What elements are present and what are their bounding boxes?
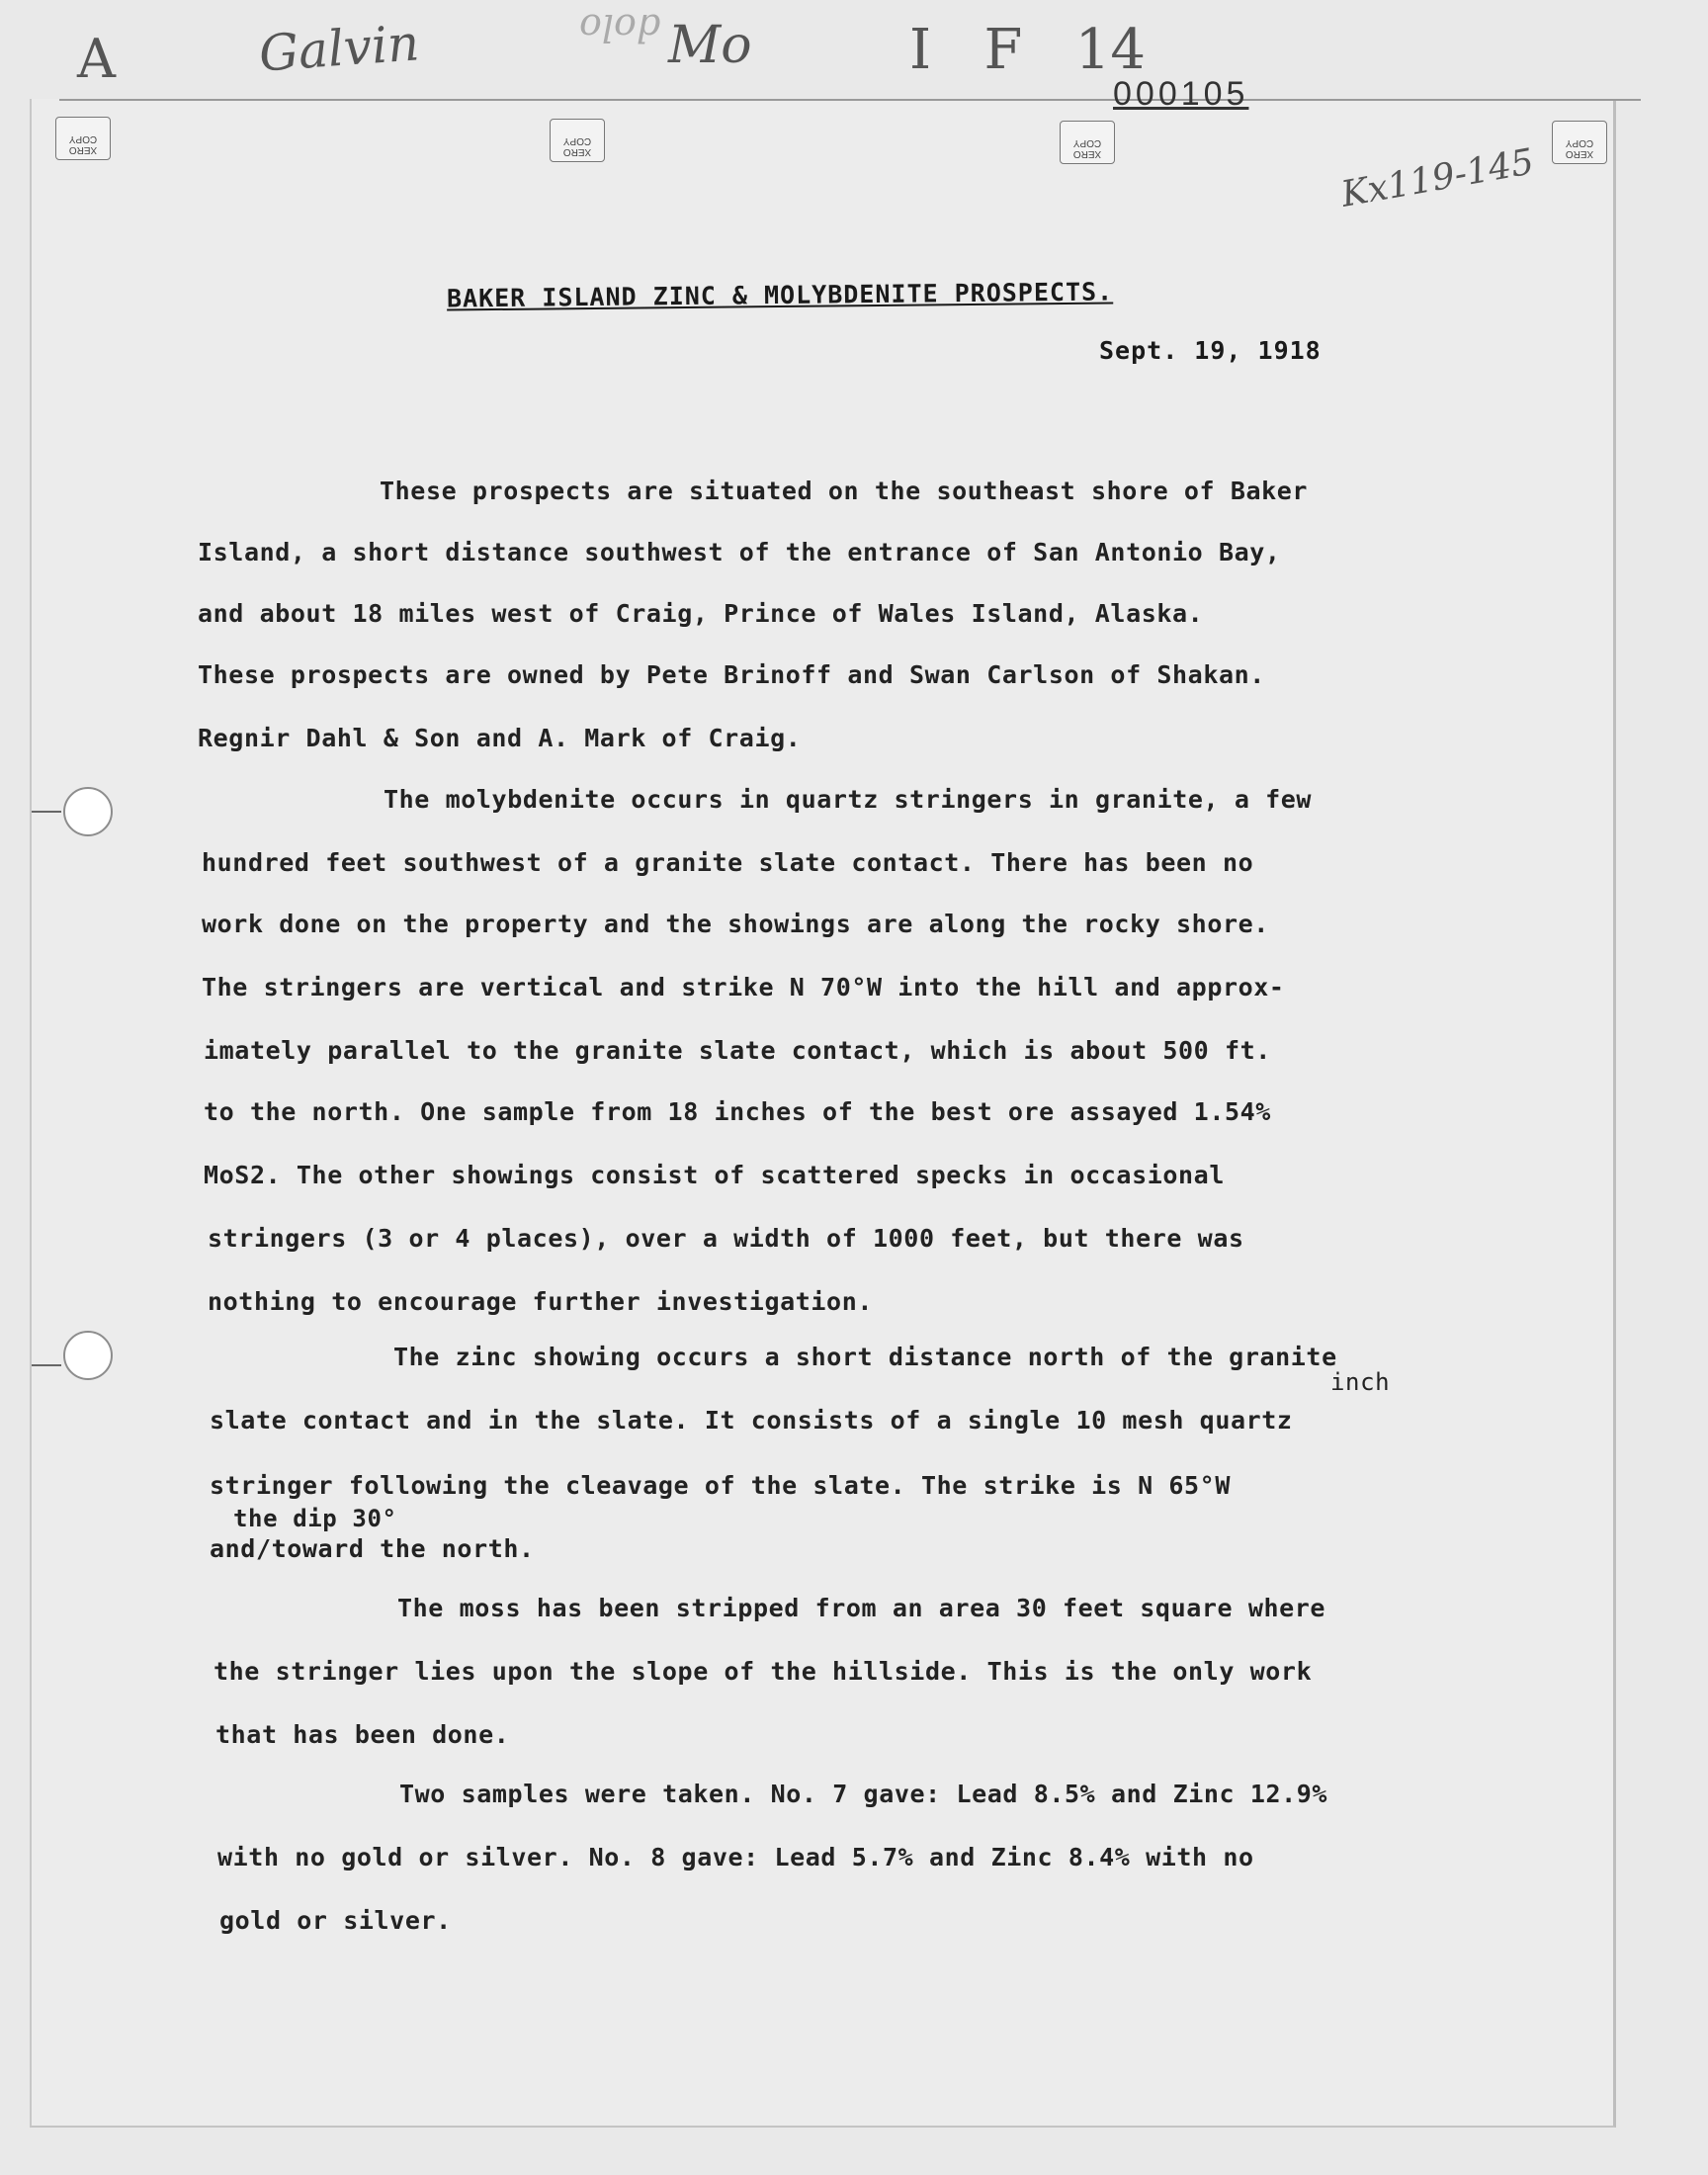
- body-line: Two samples were taken. No. 7 gave: Lead 8.5% and Zinc 12.9%: [399, 1780, 1328, 1808]
- body-line: imately parallel to the granite slate contact, which is about 500 ft.: [204, 1036, 1271, 1065]
- body-line: Island, a short distance southwest of the entrance of San Antonio Bay,: [198, 538, 1281, 566]
- xero-copy-tab: XERO COPY: [1060, 121, 1115, 164]
- body-line: The molybdenite occurs in quartz stringers in granite, a few: [384, 785, 1313, 814]
- body-line: stringer following the cleavage of the slate. The strike is N 65°W: [210, 1471, 1231, 1500]
- page-top-edge: [59, 99, 1641, 101]
- handwritten-faint-mark: dolo: [579, 6, 661, 49]
- document-title: BAKER ISLAND ZINC & MOLYBDENITE PROSPECTS.: [446, 277, 1114, 313]
- body-line: gold or silver.: [219, 1906, 452, 1935]
- handwritten-reference: Kx119-145: [1337, 141, 1537, 216]
- body-line: that has been done.: [215, 1720, 510, 1749]
- hole-marker: [32, 1364, 61, 1366]
- document-date: Sept. 19, 1918: [1099, 336, 1322, 365]
- interlinear-insertion: inch: [1330, 1368, 1391, 1396]
- xero-copy-tab: XERO COPY: [55, 117, 111, 160]
- body-line: MoS2. The other showings consist of scattered specks in occasional: [204, 1161, 1225, 1189]
- body-line: work done on the property and the showings are along the rocky shore.: [202, 910, 1269, 938]
- body-line: stringers (3 or 4 places), over a width of 1000 feet, but there was: [208, 1224, 1244, 1253]
- body-line: the stringer lies upon the slope of the hillside. This is the only work: [214, 1657, 1313, 1686]
- punch-hole: [63, 1331, 113, 1380]
- body-line: and about 18 miles west of Craig, Prince of Wales Island, Alaska.: [198, 599, 1204, 628]
- handwritten-file-code: I F 14: [909, 18, 1147, 82]
- body-line: The stringers are vertical and strike N 70°W into the hill and approx-: [202, 973, 1285, 1001]
- xero-copy-tab: XERO COPY: [550, 119, 605, 162]
- body-line: Regnir Dahl & Son and A. Mark of Craig.: [198, 724, 802, 752]
- body-line: These prospects are owned by Pete Brinoff and Swan Carlson of Shakan.: [198, 660, 1265, 689]
- body-line: nothing to encourage further investigation.: [208, 1287, 874, 1316]
- body-line: The zinc showing occurs a short distance north of the granite: [393, 1343, 1337, 1371]
- interlinear-insertion: the dip 30°: [233, 1505, 397, 1532]
- hole-marker: [32, 811, 61, 813]
- body-line: hundred feet southwest of a granite slate contact. There has been no: [202, 848, 1254, 877]
- body-line: to the north. One sample from 18 inches of the best ore assayed 1.54%: [204, 1097, 1271, 1126]
- body-line: slate contact and in the slate. It consists of a single 10 mesh quartz: [210, 1406, 1293, 1435]
- punch-hole: [63, 787, 113, 836]
- body-line: and/toward the north.: [210, 1534, 535, 1563]
- document-number-stamp: 000105: [1113, 75, 1249, 113]
- handwritten-commodity: Mo: [668, 16, 752, 75]
- body-line: with no gold or silver. No. 8 gave: Lead 5.7% and Zinc 8.4% with no: [217, 1843, 1254, 1871]
- xero-copy-tab: XERO COPY: [1552, 121, 1607, 164]
- handwritten-name: Galvin: [257, 14, 422, 83]
- body-line: These prospects are situated on the southeast shore of Baker: [380, 477, 1309, 505]
- handwritten-corner-mark: A: [77, 28, 116, 90]
- body-line: The moss has been stripped from an area 30 feet square where: [397, 1594, 1326, 1622]
